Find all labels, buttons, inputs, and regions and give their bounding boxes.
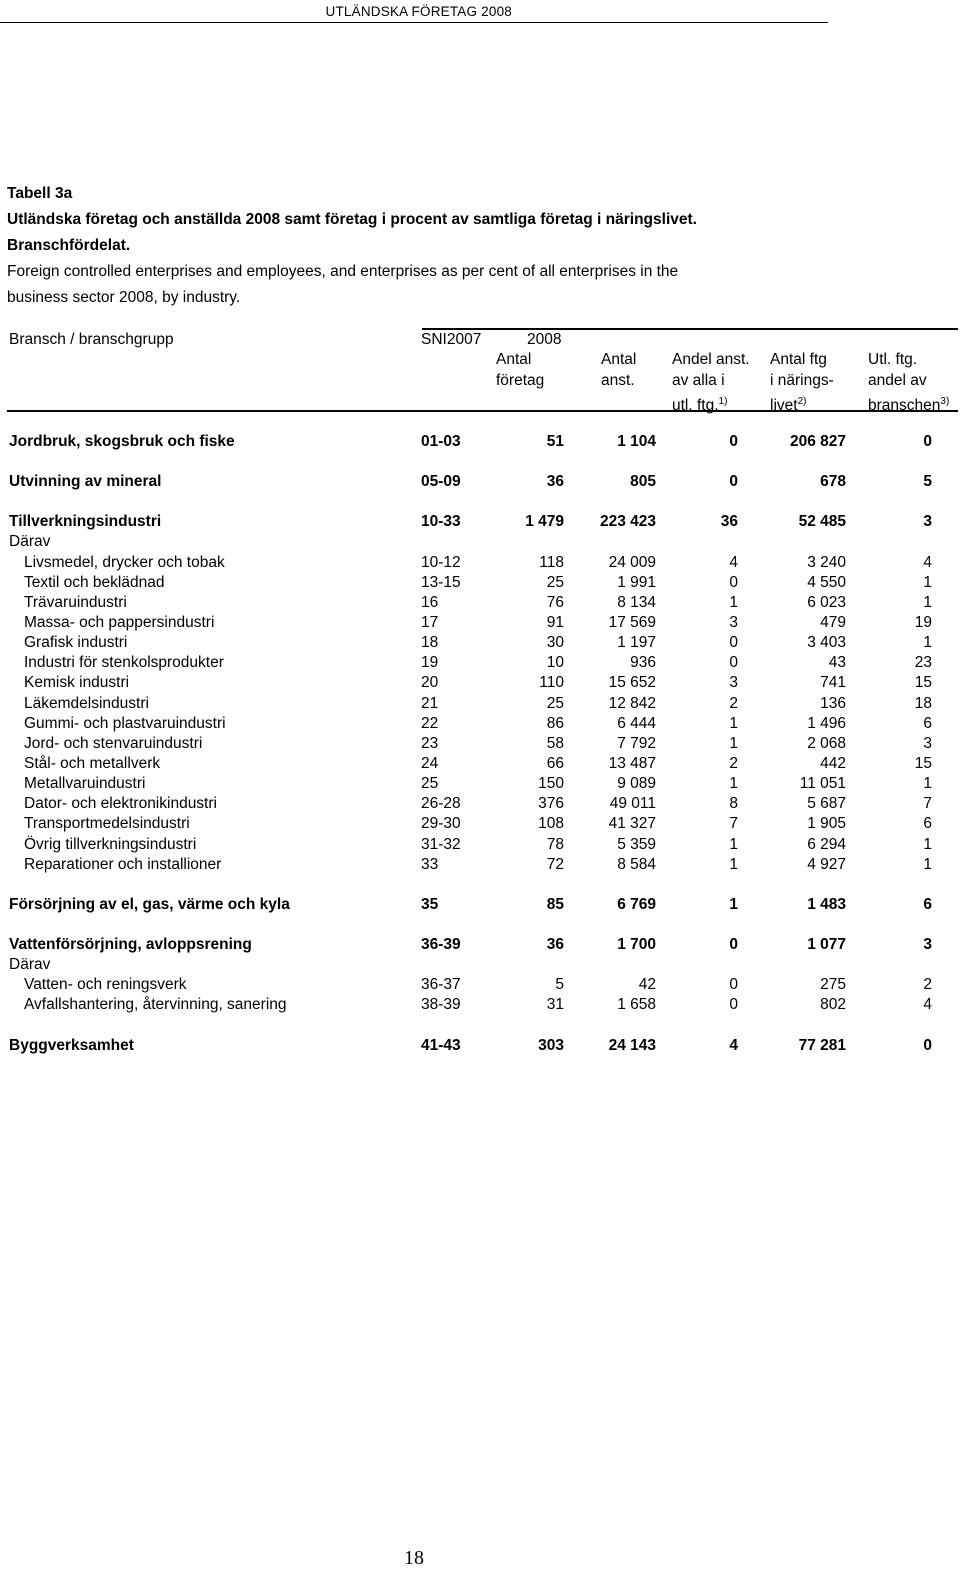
row-antal-ftg-naringslivet: 4 550 (807, 573, 846, 591)
header-antal-foretag-line1: Antal (496, 351, 532, 368)
row-antal-ftg-naringslivet: 206 827 (789, 433, 846, 450)
row-antal-anst: 49 011 (609, 795, 656, 813)
table-row (0, 432, 960, 452)
row-andel-anst: 1 (729, 895, 738, 913)
row-andel-anst: 1 (729, 775, 738, 793)
row-antal-foretag: 51 (546, 433, 564, 450)
row-utl-andel: 1 (923, 593, 932, 611)
header-andel-anst-line2: av alla i (672, 372, 725, 389)
row-antal-foretag: 150 (538, 775, 564, 793)
table-row (0, 613, 960, 633)
row-antal-ftg-naringslivet: 275 (820, 976, 846, 994)
row-antal-anst: 9 089 (617, 775, 656, 793)
row-industry: Läkemdelsindustri (24, 694, 149, 712)
row-spacer (0, 492, 960, 512)
header-antal-ftg-naring-line2: i närings- (770, 372, 834, 389)
row-antal-anst: 7 792 (617, 734, 656, 752)
row-antal-foretag: 25 (546, 573, 564, 591)
row-sni: 36-39 (421, 935, 461, 953)
row-antal-foretag: 30 (546, 634, 564, 652)
row-sni: 31-32 (421, 835, 461, 853)
row-andel-anst: 0 (729, 935, 738, 953)
row-antal-foretag: 110 (539, 674, 564, 692)
row-antal-anst: 15 652 (608, 674, 656, 692)
row-antal-ftg-naringslivet: 77 281 (798, 1036, 846, 1054)
title-english-line2: business sector 2008, by industry. (7, 289, 241, 306)
table-row-subheading (0, 532, 960, 552)
row-andel-anst: 3 (729, 613, 738, 631)
header-andel-anst-line1: Andel anst. (672, 351, 750, 368)
row-andel-anst: 0 (729, 433, 738, 450)
running-header (0, 0, 828, 23)
row-antal-anst: 1 991 (617, 573, 656, 591)
row-utl-andel: 1 (923, 775, 932, 793)
row-antal-foretag: 31 (546, 996, 564, 1014)
row-andel-anst: 1 (729, 855, 738, 873)
row-antal-foretag: 10 (546, 654, 564, 672)
row-industry: Jord- och stenvaruindustri (24, 734, 203, 752)
row-utl-andel: 4 (923, 553, 932, 571)
row-andel-anst: 2 (729, 754, 738, 772)
title-swedish-line2: Branschfördelat. (7, 237, 131, 254)
table-row (0, 1036, 960, 1056)
row-antal-anst: 1 104 (617, 433, 656, 450)
header-bottom-rule (7, 410, 958, 412)
row-andel-anst: 8 (729, 795, 738, 813)
row-sni: 18 (421, 634, 439, 652)
row-andel-anst: 4 (729, 1036, 738, 1054)
row-utl-andel: 19 (914, 613, 932, 631)
table-row (0, 754, 960, 774)
row-antal-ftg-naringslivet: 43 (828, 654, 846, 672)
row-industry: Vatten- och reningsverk (24, 976, 187, 994)
row-utl-andel: 5 (923, 473, 932, 491)
table-row (0, 694, 960, 714)
row-antal-anst: 936 (630, 654, 656, 672)
row-antal-foretag: 85 (546, 895, 564, 913)
row-spacer (0, 1016, 960, 1036)
row-sni: 17 (421, 613, 439, 631)
row-utl-andel: 6 (923, 714, 932, 732)
row-sni: 01-03 (421, 433, 461, 450)
row-sni: 20 (421, 674, 439, 692)
row-industry: Stål- och metallverk (24, 754, 161, 772)
row-industry: Reparationer och installioner (24, 855, 222, 873)
row-utl-andel: 3 (923, 734, 932, 752)
row-utl-andel: 23 (914, 654, 932, 672)
row-industry: Industri för stenkolsprodukter (24, 654, 224, 672)
row-utl-andel: 18 (914, 694, 932, 712)
row-antal-ftg-naringslivet: 741 (820, 674, 846, 692)
row-antal-foretag: 5 (555, 976, 564, 994)
row-sni: 38-39 (421, 996, 461, 1014)
footnote-1-marker: 1) (718, 396, 728, 407)
row-utl-andel: 0 (923, 1036, 932, 1054)
table-row (0, 673, 960, 693)
row-sni: 26-28 (421, 795, 461, 813)
row-andel-anst: 1 (729, 734, 738, 752)
row-antal-anst: 41 327 (608, 815, 656, 833)
table-label: Tabell 3a (7, 185, 73, 202)
table-row (0, 734, 960, 754)
row-spacer (0, 915, 960, 935)
row-antal-ftg-naringslivet: 1 483 (807, 895, 846, 913)
row-andel-anst: 0 (729, 573, 738, 591)
header-year: 2008 (527, 331, 562, 348)
table-row (0, 472, 960, 492)
table-row (0, 855, 960, 875)
row-sni: 21 (421, 694, 439, 712)
table-row (0, 814, 960, 834)
header-antal-ftg-naring-line1: Antal ftg (770, 351, 827, 368)
row-sni: 41-43 (421, 1036, 461, 1054)
row-industry: Massa- och pappersindustri (24, 613, 215, 631)
row-sni: 35 (421, 895, 439, 913)
row-spacer (0, 875, 960, 895)
header-andel-anst-line3: utl. ftg.$^{1)}$ (672, 396, 728, 415)
row-antal-foretag: 376 (538, 795, 564, 813)
row-utl-andel: 3 (923, 935, 932, 953)
row-sni: 25 (421, 775, 439, 793)
row-sni: 33 (421, 855, 439, 873)
row-sni: 13-15 (421, 573, 461, 591)
header-bransch: Bransch / branschgrupp (9, 331, 174, 348)
row-andel-anst: 3 (729, 674, 738, 692)
row-sni: 19 (421, 654, 439, 672)
header-utl-andel-line3: branschen$^{3)}$ (868, 396, 950, 415)
row-industry: Dator- och elektronikindustri (24, 795, 217, 813)
row-antal-foretag: 72 (546, 855, 564, 873)
table-row (0, 975, 960, 995)
row-sni: 24 (421, 754, 439, 772)
header-antal-anst-line1: Antal (601, 351, 637, 368)
row-industry: Kemisk industri (24, 674, 130, 692)
table-row (0, 512, 960, 532)
row-antal-foretag: 36 (546, 473, 564, 491)
row-sni: 10-12 (421, 553, 461, 571)
row-antal-ftg-naringslivet: 678 (820, 473, 846, 491)
row-andel-anst: 0 (729, 634, 738, 652)
row-industry: Livsmedel, drycker och tobak (24, 553, 225, 571)
row-antal-ftg-naringslivet: 11 051 (799, 775, 846, 793)
row-antal-ftg-naringslivet: 52 485 (798, 513, 846, 531)
row-antal-foretag: 303 (538, 1036, 564, 1054)
row-andel-anst: 4 (729, 553, 738, 571)
row-andel-anst: 0 (729, 654, 738, 672)
row-antal-anst: 6 444 (617, 714, 656, 732)
row-antal-ftg-naringslivet: 1 496 (807, 714, 846, 732)
table-row (0, 573, 960, 593)
row-antal-ftg-naringslivet: 1 905 (807, 815, 846, 833)
row-utl-andel: 4 (923, 996, 932, 1014)
row-andel-anst: 0 (729, 976, 738, 994)
row-industry: Utvinning av mineral (9, 473, 162, 491)
row-industry: Metallvaruindustri (24, 775, 146, 793)
row-industry: Vattenförsörjning, avloppsrening (9, 935, 252, 953)
row-sni: 23 (421, 734, 439, 752)
row-antal-ftg-naringslivet: 4 927 (807, 855, 846, 873)
header-top-rule (422, 328, 958, 330)
row-antal-anst: 8 584 (617, 855, 656, 873)
row-antal-foretag: 36 (546, 935, 564, 953)
row-antal-foretag: 118 (539, 553, 564, 571)
row-antal-foretag: 58 (546, 734, 564, 752)
row-utl-andel: 1 (923, 634, 932, 652)
table-row (0, 835, 960, 855)
row-andel-anst: 0 (729, 473, 738, 491)
row-andel-anst: 7 (729, 815, 738, 833)
row-sni: 16 (421, 593, 439, 611)
running-header-text: UTLÄNDSKA FÖRETAG 2008 (325, 4, 512, 19)
row-antal-ftg-naringslivet: 6 294 (807, 835, 846, 853)
row-utl-andel: 15 (914, 674, 932, 692)
table-row (0, 895, 960, 915)
row-sni: 36-37 (421, 976, 461, 994)
row-antal-anst: 42 (638, 976, 656, 994)
table-row (0, 935, 960, 955)
header-sni: SNI2007 (421, 331, 482, 348)
row-andel-anst: 1 (729, 593, 738, 611)
row-andel-anst: 36 (720, 513, 738, 531)
table-row (0, 633, 960, 653)
row-industry: Försörjning av el, gas, värme och kyla (9, 895, 290, 913)
row-antal-anst: 8 134 (617, 593, 656, 611)
row-antal-foretag: 66 (546, 754, 564, 772)
row-industry: Trävaruindustri (24, 593, 127, 611)
table-row (0, 774, 960, 794)
row-antal-anst: 24 143 (608, 1036, 656, 1054)
row-industry: Byggverksamhet (9, 1036, 134, 1054)
row-utl-andel: 3 (923, 513, 932, 531)
row-antal-foretag: 25 (546, 694, 564, 712)
row-utl-andel: 1 (923, 835, 932, 853)
row-andel-anst: 2 (729, 694, 738, 712)
row-industry: Transportmedelsindustri (24, 815, 190, 833)
row-industry: Övrig tillverkningsindustri (24, 835, 197, 853)
row-industry: Tillverkningsindustri (9, 513, 162, 531)
header-antal-foretag-line2: företag (496, 372, 545, 389)
row-utl-andel: 1 (923, 573, 932, 591)
row-sni: 22 (421, 714, 439, 732)
row-utl-andel: 1 (923, 855, 932, 873)
page-number: 18 (404, 1547, 424, 1569)
row-industry: Textil och beklädnad (24, 573, 165, 591)
row-antal-ftg-naringslivet: 6 023 (807, 593, 846, 611)
row-antal-anst: 1 700 (617, 935, 656, 953)
row-antal-anst: 1 197 (617, 634, 656, 652)
row-antal-anst: 17 569 (608, 613, 656, 631)
footnote-2-marker: 2) (797, 396, 807, 407)
row-antal-ftg-naringslivet: 802 (820, 996, 846, 1014)
row-utl-andel: 15 (914, 754, 932, 772)
row-industry: Gummi- och plastvaruindustri (24, 714, 226, 732)
table-row (0, 714, 960, 734)
row-spacer (0, 452, 960, 472)
title-english-line1: Foreign controlled enterprises and employees, and enterprises as per cent of all enterprises in the (7, 263, 679, 280)
row-antal-ftg-naringslivet: 2 068 (807, 734, 846, 752)
row-antal-ftg-naringslivet: 479 (820, 613, 846, 631)
table-titles (7, 181, 957, 311)
row-antal-ftg-naringslivet: 1 077 (807, 935, 846, 953)
row-antal-anst: 24 009 (608, 553, 656, 571)
table-row (0, 794, 960, 814)
header-utl-andel-line1: Utl. ftg. (868, 351, 918, 368)
title-swedish-line1: Utländska företag och anställda 2008 samt företag i procent av samtliga företag i näringslivet. (7, 211, 697, 228)
row-antal-anst: 223 423 (599, 513, 656, 531)
row-andel-anst: 1 (729, 714, 738, 732)
header-antal-ftg-naring-line3: livet$^{2)}$ (770, 396, 807, 415)
row-antal-foretag: 91 (546, 613, 564, 631)
row-antal-anst: 6 769 (617, 895, 656, 913)
table-row (0, 653, 960, 673)
row-utl-andel: 2 (923, 976, 932, 994)
row-utl-andel: 0 (923, 433, 932, 450)
row-antal-anst: 13 487 (608, 754, 656, 772)
row-antal-anst: 5 359 (617, 835, 656, 853)
row-antal-ftg-naringslivet: 136 (820, 694, 846, 712)
row-utl-andel: 6 (923, 895, 932, 913)
table-row (0, 593, 960, 613)
row-andel-anst: 0 (729, 996, 738, 1014)
table-row-subheading (0, 955, 960, 975)
row-antal-foretag: 78 (546, 835, 564, 853)
row-industry: Avfallshantering, återvinning, sanering (24, 996, 287, 1014)
table-row (0, 553, 960, 573)
row-sni: 10-33 (421, 513, 461, 531)
row-antal-foretag: 108 (538, 815, 564, 833)
row-sni: 29-30 (421, 815, 461, 833)
row-utl-andel: 7 (923, 795, 932, 813)
row-antal-foretag: 76 (546, 593, 564, 611)
row-industry: Jordbruk, skogsbruk och fiske (9, 433, 235, 450)
row-utl-andel: 6 (923, 815, 932, 833)
table-row (0, 995, 960, 1015)
row-industry: Grafisk industri (24, 634, 128, 652)
row-subheading-darav: Därav (9, 956, 51, 974)
header-antal-anst-line2: anst. (601, 372, 635, 389)
row-antal-anst: 1 658 (617, 996, 656, 1014)
row-antal-foretag: 86 (546, 714, 564, 732)
row-antal-ftg-naringslivet: 5 687 (807, 795, 846, 813)
row-antal-ftg-naringslivet: 3 240 (807, 553, 846, 571)
footnote-3-marker: 3) (940, 396, 950, 407)
row-antal-ftg-naringslivet: 3 403 (807, 634, 846, 652)
row-sni: 05-09 (421, 473, 461, 491)
header-utl-andel-line2: andel av (868, 372, 927, 389)
row-antal-anst: 12 842 (608, 694, 656, 712)
row-antal-ftg-naringslivet: 442 (820, 754, 846, 772)
table-header (0, 326, 960, 415)
row-antal-anst: 805 (630, 473, 656, 491)
row-subheading-darav: Därav (9, 533, 51, 551)
table-body (0, 432, 960, 1056)
row-antal-foretag: 1 479 (525, 513, 564, 531)
row-andel-anst: 1 (729, 835, 738, 853)
